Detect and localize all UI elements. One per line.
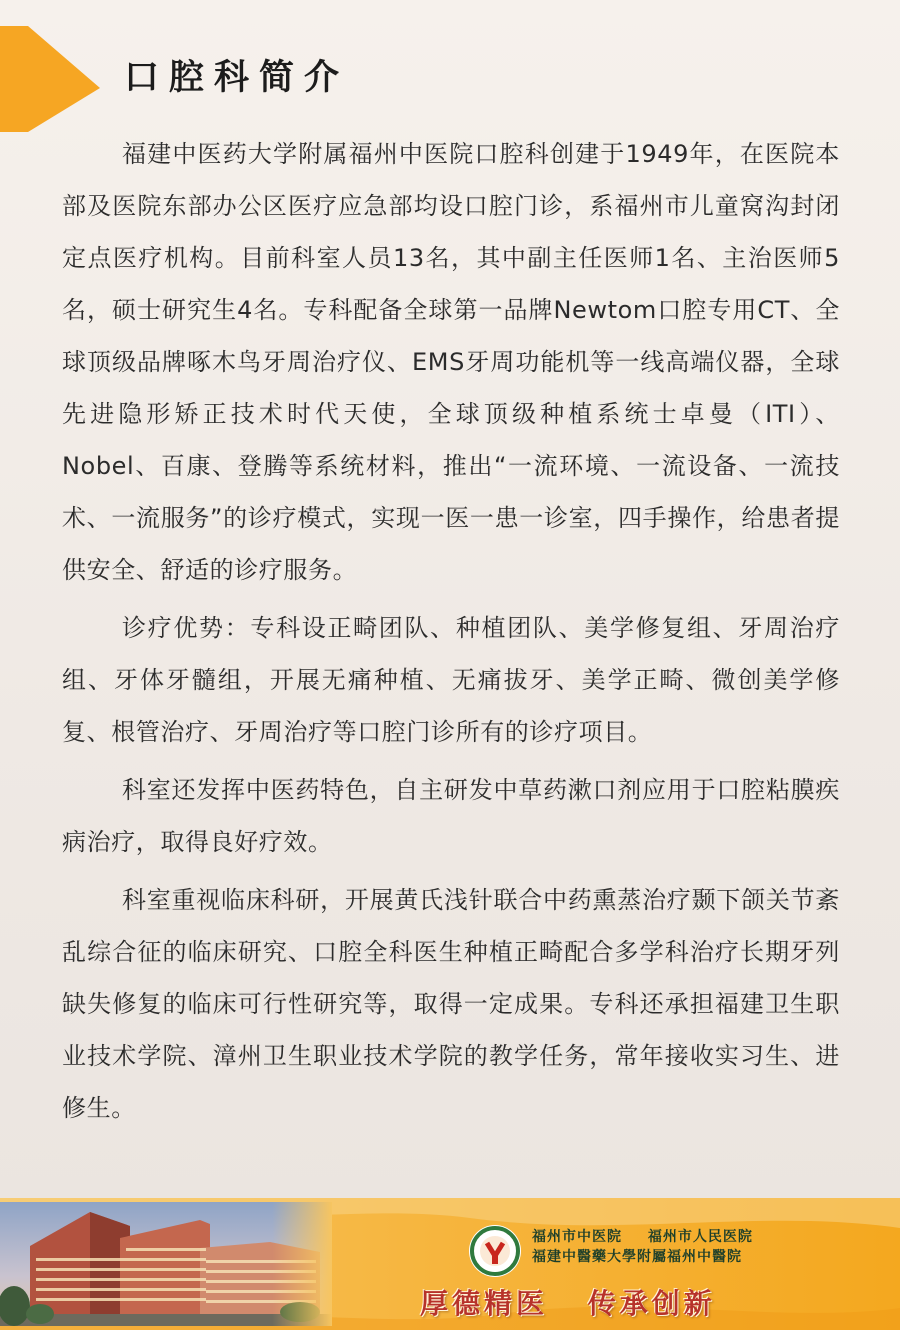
page-title: 口腔科简介 [124, 57, 350, 98]
motto-part-2: 传承创新 [587, 1287, 716, 1320]
footer-banner [0, 1198, 900, 1330]
hospital-affiliation: 福建中醫藥大學附屬福州中醫院 [532, 1249, 742, 1265]
paragraph-advantages: 诊疗优势：专科设正畸团队、种植团队、美学修复组、牙周治疗组、牙体牙髓组，开展无痛种植、无痛拔牙、美学正畸、微创美学修复、根管治疗、牙周治疗等口腔门诊所有的诊疗项目。 [62, 614, 840, 746]
hospital-names [532, 1226, 773, 1246]
corner-arrow-icon [0, 26, 100, 132]
hospital-emblem-icon [468, 1224, 522, 1278]
motto-part-1: 厚德精医 [420, 1287, 549, 1320]
paragraph-overview: 福建中医药大学附属福州中医院口腔科创建于1949年，在医院本部及医院东部办公区医疗应急部均设口腔门诊，系福州市儿童窝沟封闭定点医疗机构。目前科室人员13名，其中副主任医师1名、主治医师5名，硕士研究生4名。专科配备全球第一品牌Newtom口腔专用CT、全球顶级品牌啄木鸟牙周治疗仪、EMS牙周功能机等一线高端仪器，全球先进隐形矫正技术时代天使，全球顶级种植系统士卓曼（ITI）、Nobel、百康、登腾等系统材料，推出“一流环境、一流设备、一流技术、一流服务”的诊疗模式，实现一医一患一诊室，四手操作，给患者提供安全、舒适的诊疗服务。 [62, 140, 840, 584]
paragraph-research: 科室重视临床科研，开展黄氏浅针联合中药熏蒸治疗颞下颌关节紊乱综合征的临床研究、口腔全科医生种植正畸配合多学科治疗长期牙列缺失修复的临床可行性研究等，取得一定成果。专科还承担福建卫生职业技术学院、漳州卫生职业技术学院的教学任务，常年接收实习生、进修生。 [62, 886, 840, 1122]
hospital-motto [420, 1282, 742, 1322]
paragraph-tcm-features: 科室还发挥中医药特色，自主研发中草药漱口剂应用于口腔粘膜疾病治疗，取得良好疗效。 [62, 776, 840, 856]
hospital-name-2: 福州市人民医院 [647, 1229, 753, 1245]
hospital-building-photo [0, 1202, 332, 1326]
intro-body [62, 128, 840, 1140]
hospital-name-1: 福州市中医院 [532, 1229, 622, 1245]
